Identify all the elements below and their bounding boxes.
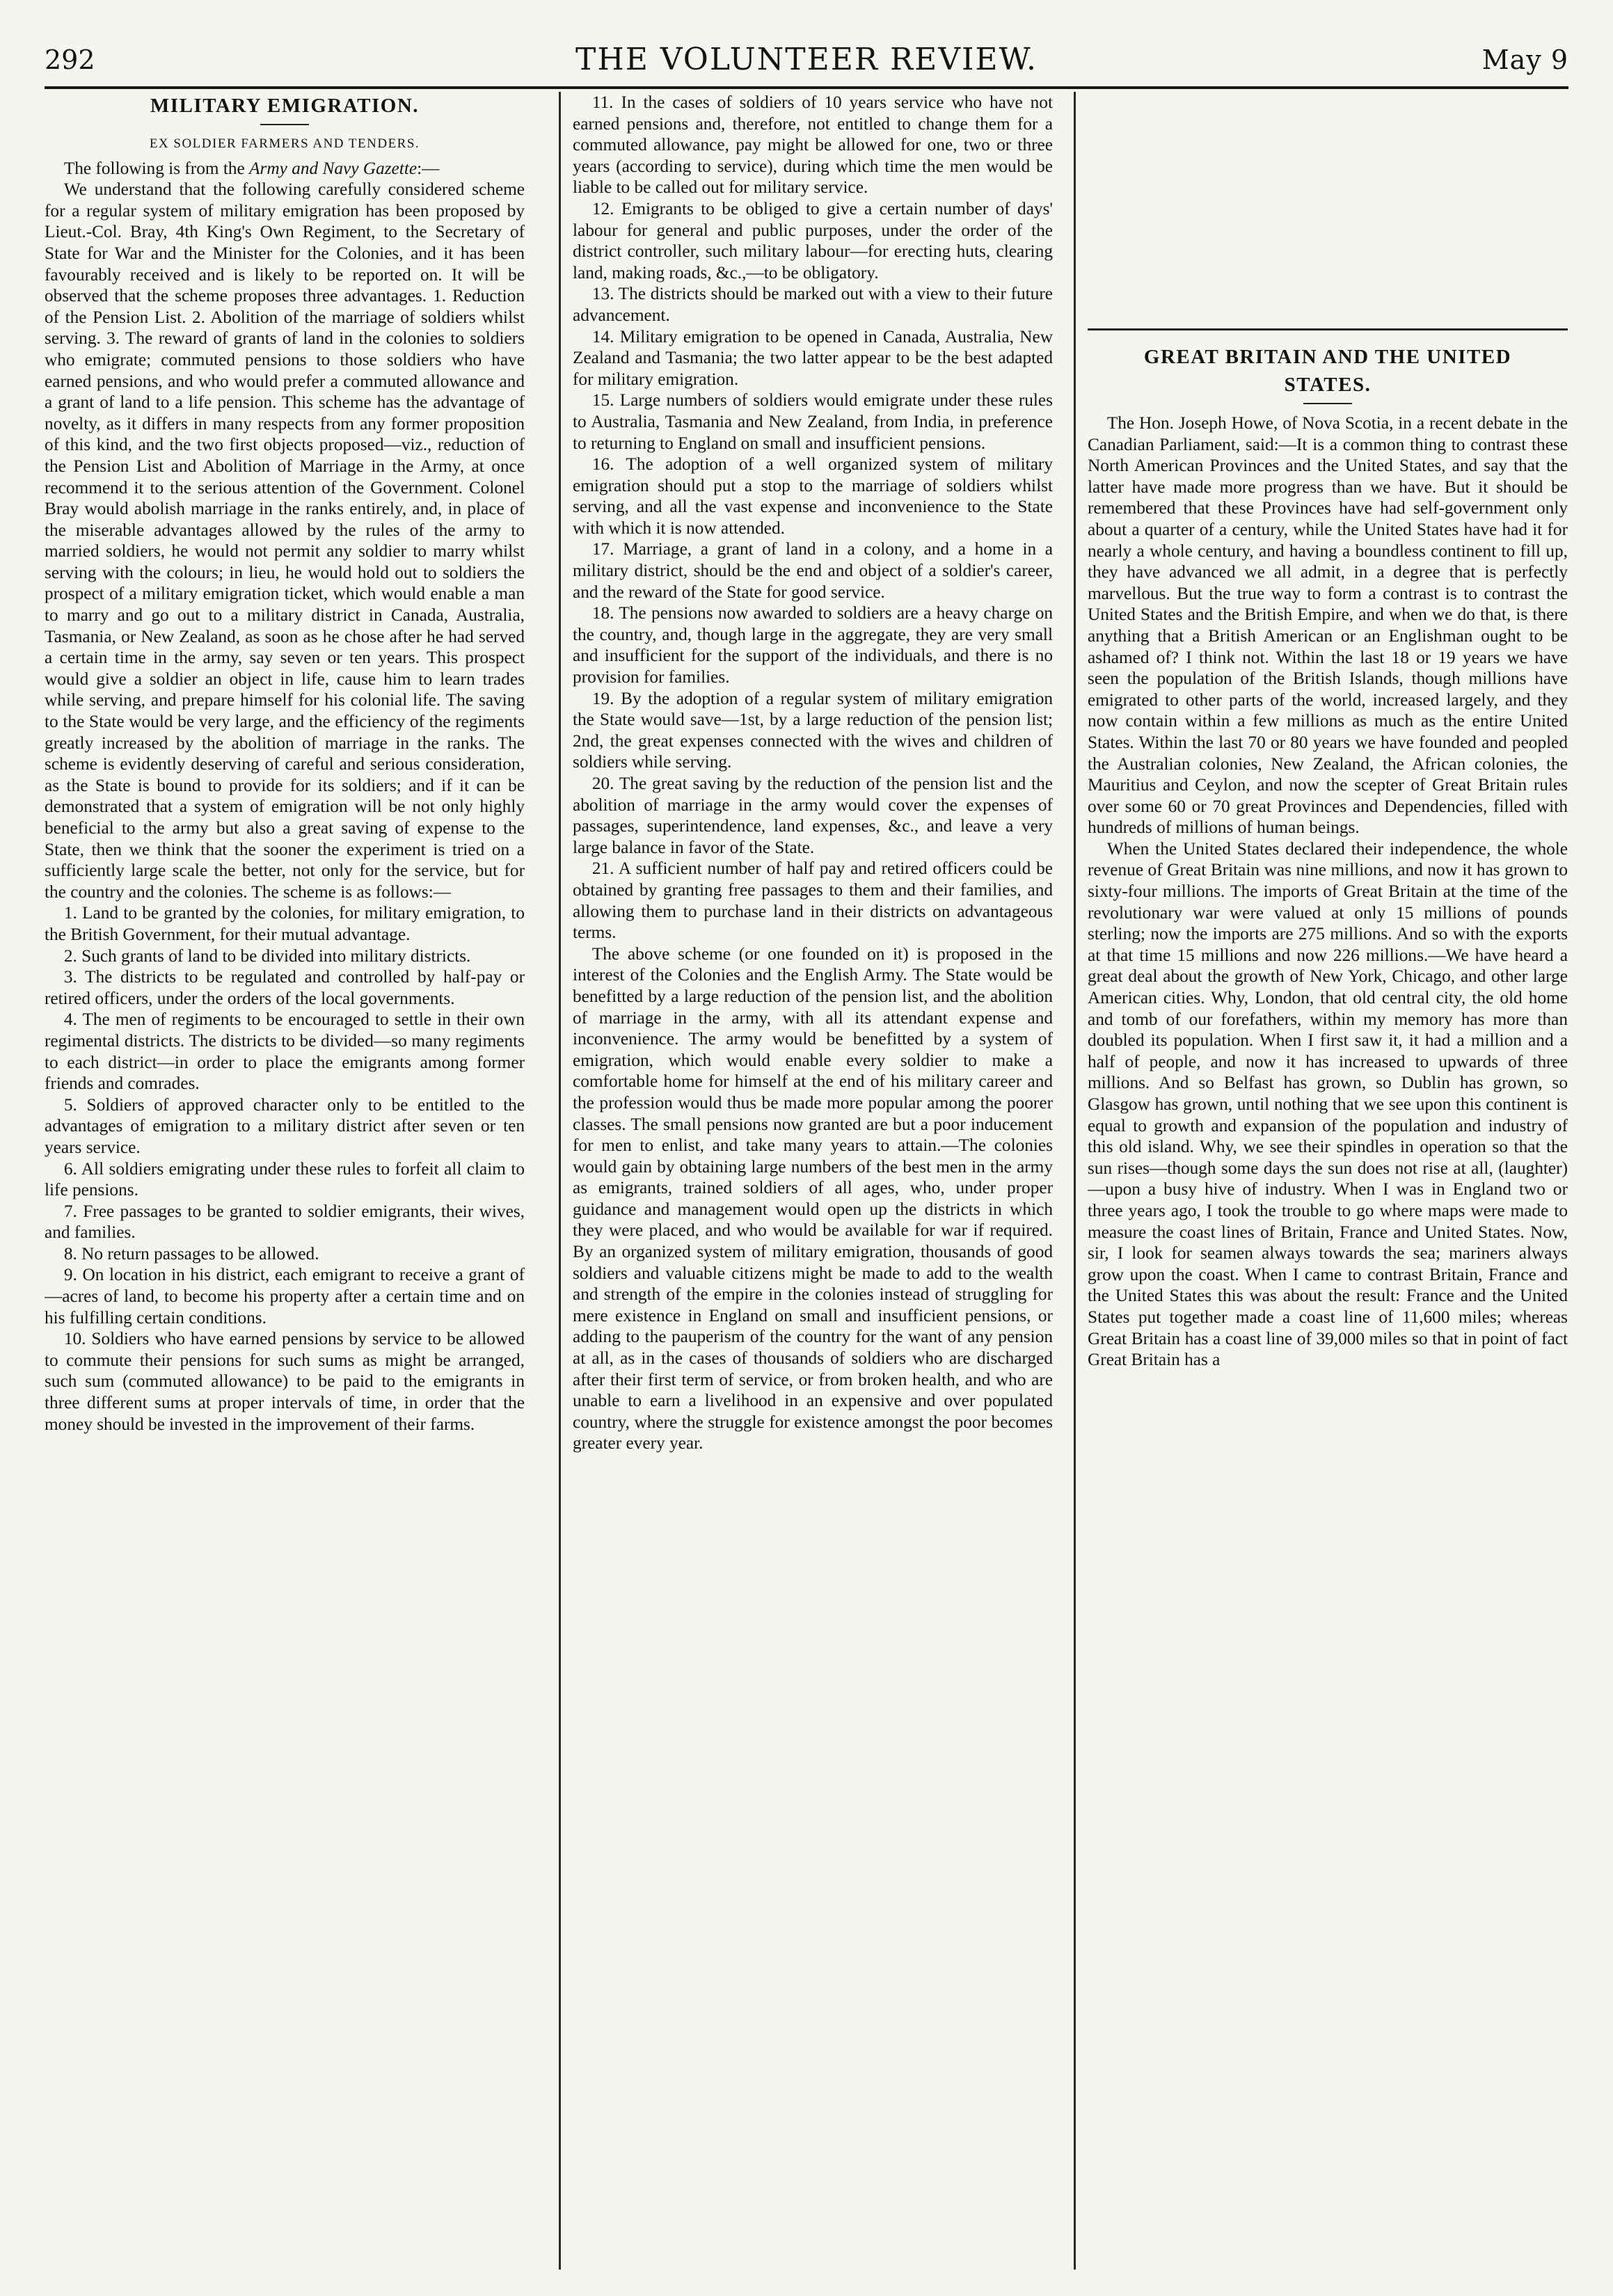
list-item: 20. The great saving by the reduction of the pension list and the abolition of marriage in the army would cover the expenses of passages, superintendence, land expenses, &c., and leave a very large balance in favor of the State. xyxy=(573,774,1053,857)
heading-rule xyxy=(260,124,309,125)
article-subheading: EX SOLDIER FARMERS AND TENDERS. xyxy=(149,136,420,151)
article-heading-line: STATES. xyxy=(1284,374,1372,396)
list-item: 13. The districts should be marked out with a view to their future advancement. xyxy=(573,284,1053,325)
column-2 xyxy=(573,92,1053,2270)
list-item: 12. Emigrants to be obliged to give a certain number of days' labour for general and public purposes, under the order of the district controller, such military labour—for erecting huts, clearing land, making roads, &c.,—to be obligatory. xyxy=(573,198,1053,282)
list-item: 5. Soldiers of approved character only to be entitled to the advantages of emigration to a military district after seven or ten years service. xyxy=(45,1094,525,1157)
list-item: 3. The districts to be regulated and controlled by half-pay or retired officers, under the orders of the local governments. xyxy=(45,967,525,1008)
heading-rule xyxy=(1303,403,1352,404)
article-heading-line: GREAT BRITAIN AND THE UNITED xyxy=(1143,346,1512,368)
list-item: 8. No return passages to be allowed. xyxy=(63,1243,319,1263)
page-header xyxy=(45,42,1568,79)
article-heading xyxy=(1088,343,1568,399)
list-item: 7. Free passages to be granted to soldier emigrants, their wives, and families. xyxy=(45,1201,525,1243)
list-item: 19. By the adoption of a regular system of military emigration the State would save—1st, by a large reduction of the pension list; 2nd, the great expenses connected with the wives and children of soldiers while serving. xyxy=(573,688,1053,772)
issue-date: May 9 xyxy=(1481,45,1568,75)
section-rule xyxy=(1088,328,1568,330)
paragraph: When the United States declared their independence, the whole revenue of Great Britain was nine millions, and now it has grown to sixty-four millions. The imports of Great Britain at the time of the revolutionary war were valued at only 15 millions of pounds sterling; now the imports are 275 millions. And so with the exports at that time 15 millions and now 226 millions.—We have heard a great deal about the growth of New York, Chicago, and other large American cities. Why, London, that old central city, the old home and tomb of our forefathers, within my memory has more than doubled its population. When I first saw it, it had a million and a half of people, and now it has increased to upwards of three millions. And so Belfast has grown, so Dublin has grown, so Glasgow has grown, until nothing that we see upon this continent is equal to growth and expansion of the population and industry of this old island. Why, we see their spindles in operation so that the sun rises—though some days the sun does not rise at all, (laughter)—upon a busy hive of industry. When I was in England two or three years ago, I took the trouble to go where maps were made to measure the coast lines of Britain, France and United States. Now, sir, I look for seamen always towards the sea; mariners always grow upon the coast. When I came to contrast Britain, France and the United States this was about the result: France and the United States put together made a coast line of 11,600 miles; whereas Great Britain has a coast line of 39,000 miles so that in point of fact Great Britain has a xyxy=(1088,838,1568,1370)
list-item: 16. The adoption of a well organized system of military emigration should put a stop to the marriage of soldiers whilst serving, and all the vast expense and inconvenience to the State with which it is now attended. xyxy=(573,454,1053,538)
column-1 xyxy=(45,92,525,2270)
list-item: 10. Soldiers who have earned pensions by service to be allowed to commute their pensions for such sums as might be arranged, such sum (commuted allowance) to be paid to the emigrants in three different sums at proper intervals of time, in order that the money should be invested in the improvement of their farms. xyxy=(45,1329,525,1434)
running-title: THE VOLUNTEER REVIEW. xyxy=(575,42,1038,77)
paragraph: We understand that the following carefully considered scheme for a regular system of military emigration has been proposed by Lieut.-Col. Bray, 4th King's Own Regiment, to the Secretary of State for War and the Minister for the Colonies, and it has been favourably received and is likely to be reported on. It will be observed that the scheme proposes three advantages. 1. Reduction of the Pension List. 2. Abolition of the marriage of soldiers whilst serving. 3. The reward of grants of land in the colonies to soldiers who emigrate; commuted pensions to those soldiers who have earned pensions, and who would prefer a commuted allowance and a grant of land to a life pension. This scheme has the advantage of novelty, as it differs in many respects from any former proposition of this kind, and the two first objects proposed—viz., reduction of the Pension List and Abolition of Marriage in the Army, at once recommend it to the serious attention of the Government. Colonel Bray would abolish marriage in the ranks entirely, and, in place of the miserable advantages allowed by the rules of the army to married soldiers, he would not permit any soldier to marry whilst serving with the colours; in lieu, he would hold out to soldiers the prospect of a military emigration ticket, which would enable a man to marry and go out to a military district in Canada, Australia, Tasmania, or New Zealand, as soon as he chose after he had served a certain time in the army, say seven or ten years. This prospect would give a soldier an object in life, cause him to learn trades while serving, and prepare himself for his colonial life. The saving to the State would be very large, and the efficiency of the regiments greatly increased by the abolition of marriage in the ranks. The scheme is evidently deserving of careful and serious consideration, as the State is bound to provide for its soldiers; and if it can be demonstrated that a system of emigration will be not only highly beneficial to the army but also a great saving of expense to the State, then we think that the sooner the experiment is tried on a sufficiently large scale the better, not only for the service, but for the country and the colonies. The scheme is as follows:— xyxy=(45,180,525,902)
source-title: Army and Navy Gazette xyxy=(249,158,418,178)
page-number: 292 xyxy=(45,45,95,75)
list-item: 11. In the cases of soldiers of 10 years service who have not earned pensions and, therefore, not entitled to change them for a commuted allowance, pay might be allowed for one, two or three years (according to service), during which time the men would be liable to be called out for military service. xyxy=(573,93,1053,198)
list-item: 14. Military emigration to be opened in Canada, Australia, New Zealand and Tasmania; the two latter appear to be the best adapted for military emigration. xyxy=(573,326,1053,389)
column-3 xyxy=(1088,92,1568,2270)
intro-paragraph: The following is from the Army and Navy Gazette:— xyxy=(63,158,440,178)
list-item: 18. The pensions now awarded to soldiers are a heavy charge on the country, and, though large in the aggregate, they are very small and insufficient for the support of the individuals, and there is no provision for families. xyxy=(573,603,1053,687)
paragraph: The above scheme (or one founded on it) is proposed in the interest of the Colonies and the English Army. The State would be benefitted by a large reduction of the pension list, and the abolition of marriage in the army, with all its attendant expense and inconvenience. The army would be benefitted by a system of emigration, which would enable every soldier to make a comfortable home for himself at the end of his military career and the profession would thus be made more popular among the poorer classes. The small pensions now granted are but a poor inducement for men to enlist, and take many years to attain.—The colonies would gain by obtaining large numbers of the best men in the army as emigrants, trained soldiers of all ages, who, under proper guidance and management would open up the districts in which they were placed, and who would be available for war if required. By an organized system of military emigration, thousands of good soldiers and valuable citizens might be made to add to the wealth and strength of the empire in the colonies instead of struggling for mere existence in England on small and insufficient pensions, or adding to the pauperism of the country for the want of any pension at all, as in the cases of thousands of soldiers who are discharged after their first term of service, or from broken health, and who are unable to earn a livelihood in an expensive and over populated country, where the struggle for existence amongst the poor becomes greater every year. xyxy=(573,943,1053,1453)
list-item: 1. Land to be granted by the colonies, for military emigration, to the British Government, for their mutual advantage. xyxy=(45,903,525,944)
article-heading: MILITARY EMIGRATION. xyxy=(150,95,420,117)
header-rule xyxy=(45,86,1568,89)
list-item: 2. Such grants of land to be divided into military districts. xyxy=(63,946,471,966)
column-divider xyxy=(1074,92,1076,2270)
list-item: 4. The men of regiments to be encouraged to settle in their own regimental districts. The districts to be divided—so many regiments to each district—in order to place the emigrants among former friends and comrades. xyxy=(45,1010,525,1094)
paragraph: The Hon. Joseph Howe, of Nova Scotia, in a recent debate in the Canadian Parliament, said:—It is a common thing to contrast these North American Provinces and the United States, and say that the latter have made more progress than we have. But it should be remembered that these Provinces have had self-government only about a quarter of a century, while the United States have had it for nearly a whole century, and having a boundless continent to fill up, they have advanced we all admit, in a degree that is perfectly marvellous. But the true way to form a contrast is to contrast the United States and the British Empire, and when we do that, is there anything that a British American or an Englishman ought to be ashamed of? I think not. Within the last 18 or 19 years we have seen the population of the British Islands, though millions have emigrated to other parts of the world, increased largely, and they now contain within a few millions as much as the entire United States. Within the last 70 or 80 years we have founded and peopled the Australian colonies, New Zealand, the African colonies, the Mauritius and Ceylon, and now the scepter of Great Britain rules over some 60 or 70 great Provinces and Dependencies, filled with hundreds of millions of human beings. xyxy=(1088,413,1568,838)
list-item: 9. On location in his district, each emigrant to receive a grant of—acres of land, to become his property after a certain time and on his fulfilling certain conditions. xyxy=(45,1265,525,1328)
list-item: 21. A sufficient number of half pay and retired officers could be obtained by granting free passages to them and their families, and allowing them to purchase land in their districts on advantageous terms. xyxy=(573,859,1053,943)
column-divider xyxy=(559,92,561,2270)
list-item: 15. Large numbers of soldiers would emigrate under these rules to Australia, Tasmania and New Zealand, from India, in preference to returning to England on small and insufficient pensions. xyxy=(573,390,1053,453)
list-item: 17. Marriage, a grant of land in a colony, and a home in a military district, should be the end and object of a soldier's career, and the reward of the State for good service. xyxy=(573,539,1053,602)
list-item: 6. All soldiers emigrating under these rules to forfeit all claim to life pensions. xyxy=(45,1158,525,1200)
